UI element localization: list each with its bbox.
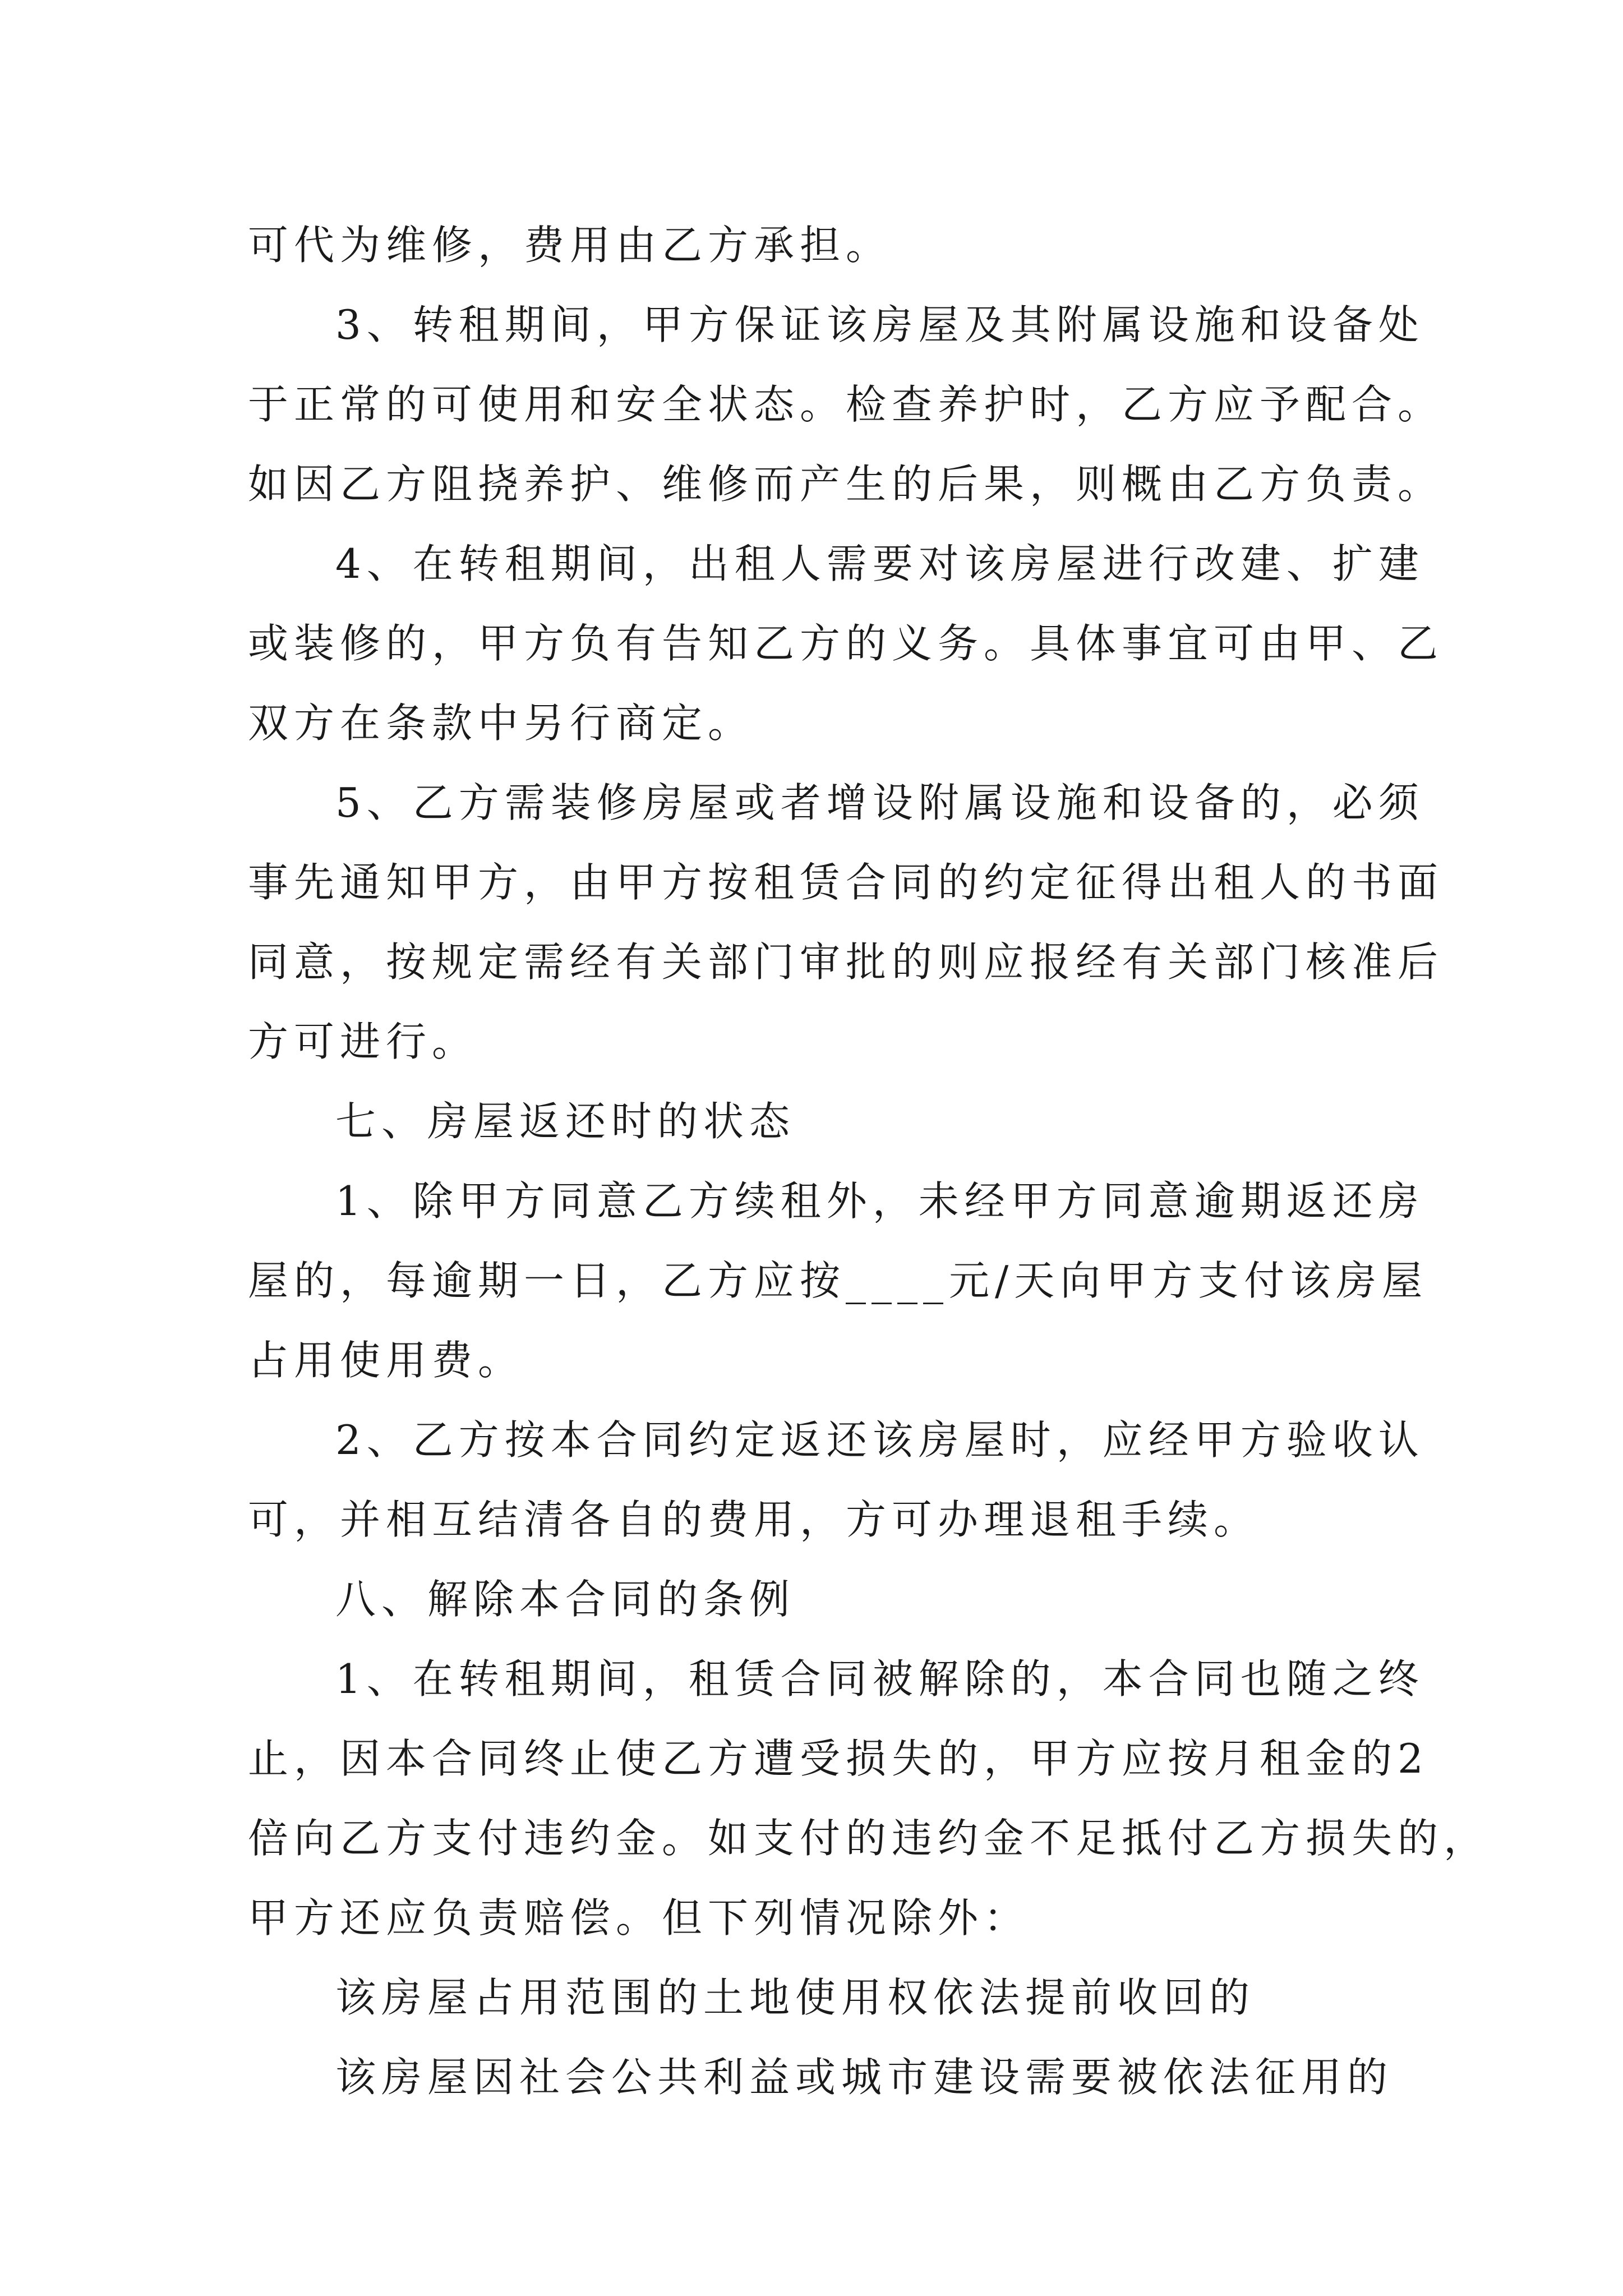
text-line-5: 4、在转租期间，出租人需要对该房屋进行改建、扩建 (335, 540, 1424, 587)
text-line-15: 占用使用费。 (248, 1337, 524, 1384)
text-line-2: 3、转租期间，甲方保证该房屋及其附属设施和设备处 (335, 301, 1424, 348)
text-line-1: 可代为维修，费用由乙方承担。 (248, 222, 892, 269)
text-line-4: 如因乙方阻挠养护、维修而产生的后果，则概由乙方负责。 (248, 461, 1444, 508)
text-line-21: 倍向乙方支付违约金。如支付的违约金不足抵付乙方损失的， (248, 1815, 1490, 1862)
text-line-3: 于正常的可使用和安全状态。检查养护时，乙方应予配合。 (248, 381, 1444, 428)
text-line-10: 同意，按规定需经有关部门审批的则应报经有关部门核准后 (248, 938, 1444, 986)
section-heading-8: 八、解除本合同的条例 (335, 1576, 796, 1623)
text-line-8: 5、乙方需装修房屋或者增设附属设施和设备的，必须 (335, 779, 1424, 826)
text-line-17: 可，并相互结清各自的费用，方可办理退租手续。 (248, 1496, 1260, 1543)
text-line-7: 双方在条款中另行商定。 (248, 700, 754, 747)
text-line-9: 事先通知甲方，由甲方按租赁合同的约定征得出租人的书面 (248, 859, 1444, 906)
text-line-19: 1、在转租期间，租赁合同被解除的，本合同也随之终 (335, 1655, 1424, 1703)
text-line-11: 方可进行。 (248, 1018, 478, 1065)
text-line-22: 甲方还应负责赔偿。但下列情况除外： (248, 1894, 1030, 1941)
text-line-13: 1、除甲方同意乙方续租外，未经甲方同意逾期返还房 (335, 1177, 1424, 1225)
text-line-24: 该房屋因社会公共利益或城市建设需要被依法征用的 (335, 2054, 1394, 2101)
text-line-20: 止，因本合同终止使乙方遭受损失的，甲方应按月租金的2 (248, 1735, 1429, 1782)
section-heading-7: 七、房屋返还时的状态 (335, 1098, 796, 1145)
text-line-6: 或装修的，甲方负有告知乙方的义务。具体事宜可由甲、乙 (248, 620, 1444, 667)
text-line-23: 该房屋占用范围的土地使用权依法提前收回的 (335, 1974, 1256, 2021)
text-line-14: 屋的，每逾期一日，乙方应按____元/天向甲方支付该房屋 (248, 1257, 1428, 1304)
text-line-16: 2、乙方按本合同约定返还该房屋时，应经甲方验收认 (335, 1416, 1424, 1464)
